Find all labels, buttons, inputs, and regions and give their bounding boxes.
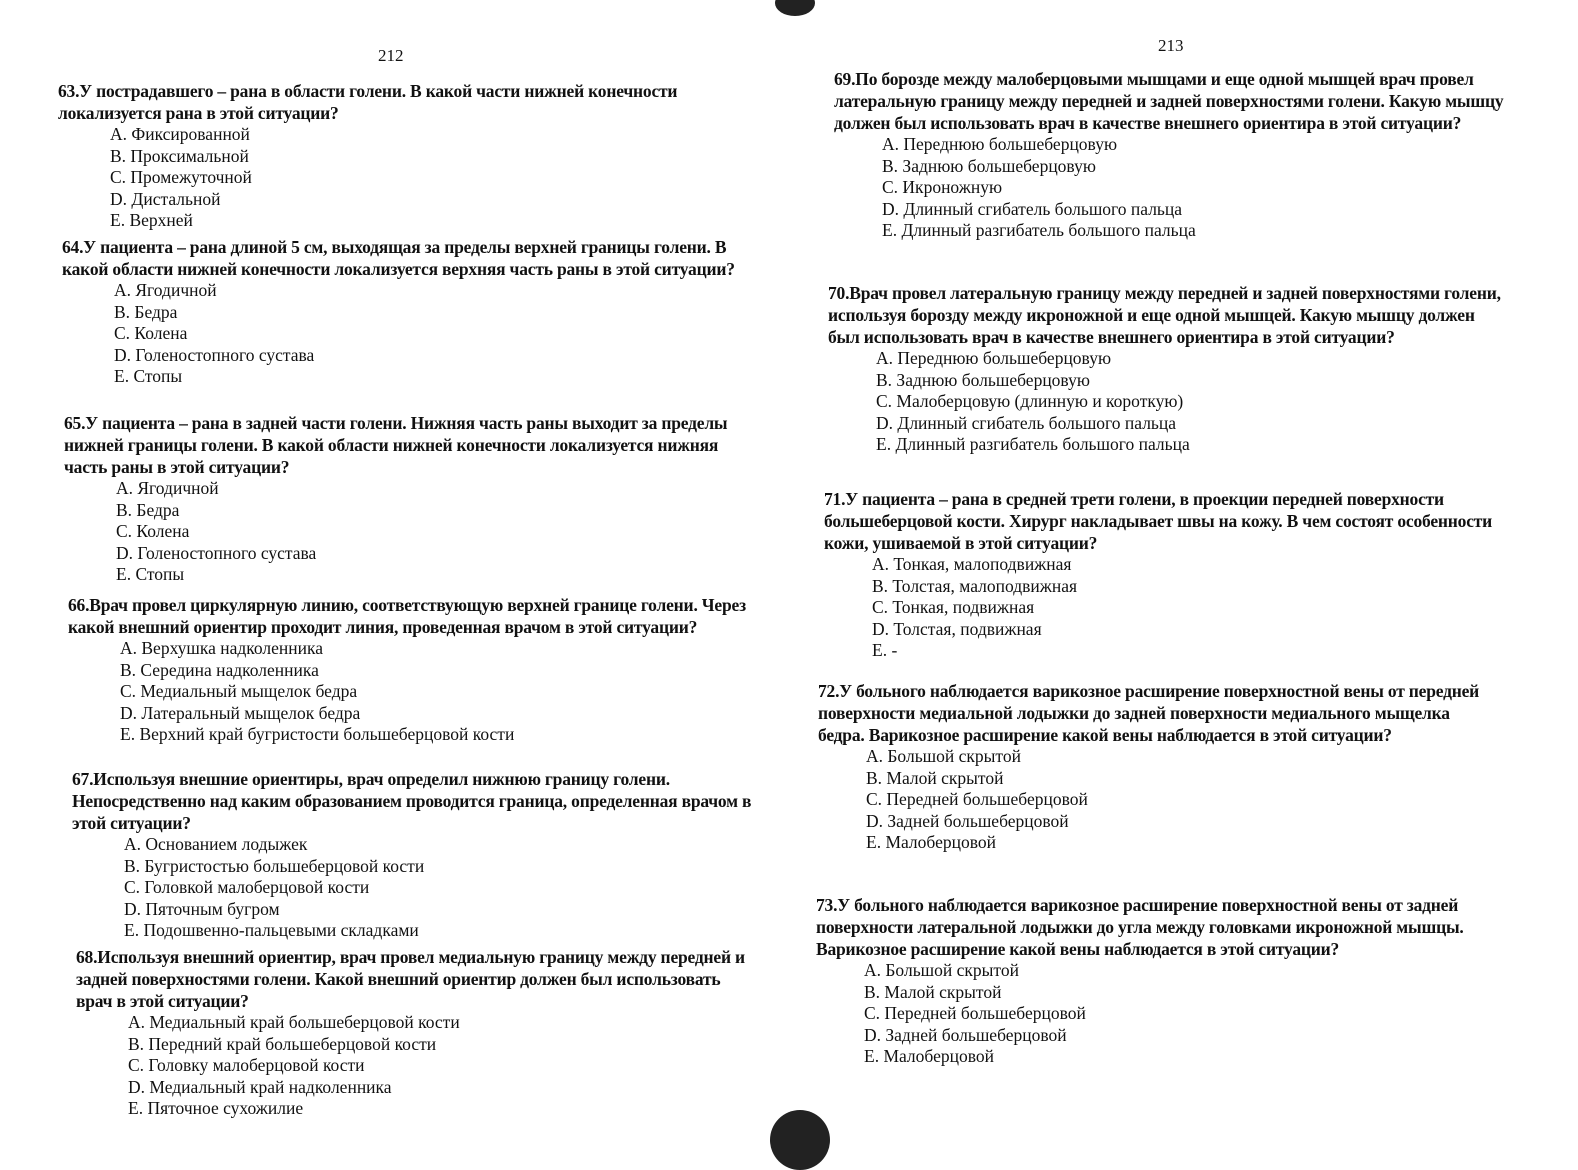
option-e: E. Стопы — [116, 564, 185, 584]
question-text: 67.Используя внешние ориентиры, врач определил нижнюю границу голени. Непосредственно над каким образованием проводится граница, определенная врачом в этой ситуации? — [72, 769, 752, 833]
question-text: 71.У пациента – рана в средней трети голени, в проекции передней поверхности большеберцовой кости. Хирург накладывает швы на кожу. В чем состоят особенности кожи, ушиваемой в этой ситуации? — [824, 489, 1493, 553]
page-number: 213 — [1158, 36, 1184, 55]
question-66 — [68, 594, 748, 746]
option-a: A. Большой скрытой — [864, 960, 1019, 980]
question-text: 69.По борозде между малоберцовыми мышцами и еще одной мышцей врач провел латеральную границу между передней и задней поверхностями голени. Какую мышцу должен был использовать врач в качестве внешнего ориентира в этой ситуации? — [834, 69, 1504, 133]
option-c: C. Малоберцовую (длинную и короткую) — [876, 391, 1184, 411]
option-c: C. Промежуточной — [110, 167, 252, 187]
question-text: 68.Используя внешний ориентир, врач провел медиальную границу между передней и задней поверхностями голени. Какой внешний ориентир должен был использовать врач в этой ситуации? — [76, 947, 745, 1011]
question-71 — [824, 488, 1504, 662]
option-b: B. Малой скрытой — [866, 767, 1004, 788]
option-a: A. Верхушка надколенника — [120, 638, 324, 658]
option-d: D. Длинный сгибатель большого пальца — [882, 198, 1183, 219]
option-b: B. Проксимальной — [110, 145, 249, 166]
option-a: A. Ягодичной — [116, 478, 219, 498]
option-d: D. Дистальной — [110, 188, 221, 209]
option-d: D. Латеральный мыщелок бедра — [120, 702, 361, 723]
option-b: B. Середина надколенника — [120, 659, 319, 680]
option-e: E. Длинный разгибатель большого пальца — [882, 220, 1196, 240]
option-e: E. - — [872, 640, 898, 660]
option-e: E. Малоберцовой — [864, 1046, 994, 1066]
question-67 — [72, 768, 752, 942]
option-b: B. Толстая, малоподвижная — [872, 575, 1078, 596]
option-a: A. Фиксированной — [110, 124, 250, 144]
options-list — [866, 746, 1498, 854]
option-d: D. Пяточным бугром — [124, 898, 280, 919]
question-70 — [828, 282, 1508, 456]
options-list — [876, 348, 1508, 456]
options-list — [116, 478, 744, 586]
option-b: B. Бедра — [114, 301, 178, 322]
option-d: D. Задней большеберцовой — [864, 1024, 1067, 1045]
option-c: C. Икроножную — [882, 177, 1003, 197]
option-a: A. Переднюю большеберцовую — [882, 134, 1118, 154]
option-c: C. Передней большеберцовой — [864, 1003, 1086, 1023]
option-b: B. Заднюю большеберцовую — [882, 155, 1096, 176]
option-e: E. Подошвенно-пальцевыми складками — [124, 920, 419, 940]
option-e: E. Верхней — [110, 210, 193, 230]
option-c: C. Головку малоберцовой кости — [128, 1055, 365, 1075]
option-e: E. Верхний край бугристости большеберцовой кости — [120, 724, 515, 744]
question-text: 66.Врач провел циркулярную линию, соответствующую верхней границе голени. Через какой внешний ориентир проходит линия, проведенная врачом в этой ситуации? — [68, 595, 746, 637]
option-c: C. Колена — [114, 323, 188, 343]
question-text: 72.У больного наблюдается варикозное расширение поверхностной вены от передней поверхности медиальной лодыжки до задней поверхности медиального мыщелка бедра. Варикозное расширение какой вены наблюдается в этой ситуации? — [818, 681, 1480, 745]
options-list — [882, 134, 1514, 242]
option-e: E. Пяточное сухожилие — [128, 1098, 304, 1118]
question-72 — [818, 680, 1498, 854]
option-a: A. Тонкая, малоподвижная — [872, 554, 1072, 574]
option-c: C. Колена — [116, 521, 190, 541]
option-c: C. Тонкая, подвижная — [872, 597, 1035, 617]
binding-mark-bottom — [770, 1110, 830, 1170]
question-68 — [76, 946, 756, 1120]
option-e: E. Стопы — [114, 366, 183, 386]
option-e: E. Длинный разгибатель большого пальца — [876, 434, 1190, 454]
question-text: 64.У пациента – рана длиной 5 см, выходящая за пределы верхней границы голени. В какой области нижней конечности локализуется верхняя часть раны в этой ситуации? — [62, 237, 735, 279]
binding-mark-top — [775, 0, 815, 16]
option-b: B. Бугристостью большеберцовой кости — [124, 855, 425, 876]
option-d: D. Медиальный край надколенника — [128, 1076, 392, 1097]
question-73 — [816, 894, 1496, 1068]
option-b: B. Заднюю большеберцовую — [876, 369, 1090, 390]
option-d: D. Толстая, подвижная — [872, 618, 1042, 639]
option-a: A. Медиальный край большеберцовой кости — [128, 1012, 460, 1032]
option-d: D. Голеностопного сустава — [114, 344, 315, 365]
question-text: 65.У пациента – рана в задней части голени. Нижняя часть раны выходит за пределы нижней границы голени. В какой области нижней конечности локализуется нижняя часть раны в этой ситуации? — [64, 413, 728, 477]
question-text: 70.Врач провел латеральную границу между передней и задней поверхностями голени, используя борозду между икроножной и еще одной мышцей. Какую мышцу должен был использовать врач в качестве внешнего ориентира в этой ситуации? — [828, 283, 1501, 347]
option-a: A. Ягодичной — [114, 280, 217, 300]
option-d: D. Длинный сгибатель большого пальца — [876, 412, 1177, 433]
option-a: A. Переднюю большеберцовую — [876, 348, 1112, 368]
question-63 — [58, 80, 738, 232]
option-c: C. Головкой малоберцовой кости — [124, 877, 370, 897]
options-list — [128, 1012, 756, 1120]
option-a: A. Большой скрытой — [866, 746, 1021, 766]
question-65 — [64, 412, 744, 586]
option-c: C. Медиальный мыщелок бедра — [120, 681, 358, 701]
option-a: A. Основанием лодыжек — [124, 834, 308, 854]
options-list — [872, 554, 1504, 662]
option-d: D. Задней большеберцовой — [866, 810, 1069, 831]
option-b: B. Передний край большеберцовой кости — [128, 1033, 437, 1054]
question-text: 73.У больного наблюдается варикозное расширение поверхностной вены от задней поверхности латеральной лодыжки до угла между головками икроножной мышцы. Варикозное расширение какой вены наблюдается в этой ситуации? — [816, 895, 1464, 959]
option-b: B. Малой скрытой — [864, 981, 1002, 1002]
options-list — [124, 834, 752, 942]
options-list — [120, 638, 748, 746]
option-c: C. Передней большеберцовой — [866, 789, 1088, 809]
page-number: 212 — [378, 46, 404, 65]
question-64 — [62, 236, 742, 388]
option-e: E. Малоберцовой — [866, 832, 996, 852]
options-list — [114, 280, 742, 388]
option-d: D. Голеностопного сустава — [116, 542, 317, 563]
option-b: B. Бедра — [116, 499, 180, 520]
question-text: 63.У пострадавшего – рана в области голени. В какой части нижней конечности локализуется рана в этой ситуации? — [58, 81, 678, 123]
question-69 — [834, 68, 1514, 242]
options-list — [864, 960, 1496, 1068]
options-list — [110, 124, 738, 232]
